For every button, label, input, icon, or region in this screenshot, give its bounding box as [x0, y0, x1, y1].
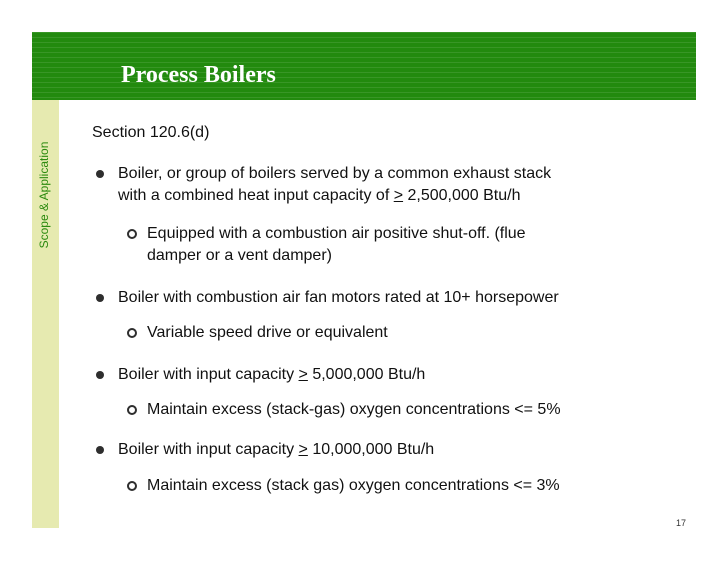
- sub-bullet-icon: [127, 328, 137, 338]
- page-number: 17: [675, 518, 686, 528]
- sub-bullet-icon: [127, 229, 137, 239]
- sub-bullet-line: damper or a vent damper): [147, 247, 332, 264]
- bullet-icon: [96, 294, 104, 302]
- bullet-icon: [96, 371, 104, 379]
- bullet-line: Boiler, or group of boilers served by a common exhaust stack: [118, 165, 552, 182]
- sub-bullet-text: Maintain excess (stack-gas) oxygen concentrations <= 5%: [147, 401, 561, 418]
- bullet-icon: [96, 446, 104, 454]
- bullet-text-prefix: Boiler with input capacity: [118, 366, 299, 383]
- sub-bullet-text: Variable speed drive or equivalent: [147, 324, 388, 341]
- sub-bullet-text: Maintain excess (stack gas) oxygen concentrations <= 3%: [147, 477, 560, 494]
- sub-bullet-text: [147, 223, 526, 267]
- ge-symbol: >: [298, 441, 308, 458]
- bullet-text: [118, 439, 434, 461]
- slide-title: Process Boilers: [121, 62, 276, 88]
- section-heading: Section 120.6(d): [92, 124, 210, 141]
- bullet-text-suffix: 2,500,000 Btu/h: [403, 187, 521, 204]
- bullet-text-suffix: 10,000,000 Btu/h: [307, 441, 435, 458]
- bullet-line: [118, 185, 551, 207]
- bullet-text-prefix: Boiler with input capacity: [118, 441, 299, 458]
- side-label: Scope & Application: [37, 141, 51, 249]
- sub-bullet-line: Equipped with a combustion air positive shut-off. (flue: [147, 225, 526, 242]
- bullet-text: [118, 364, 425, 386]
- ge-symbol: >: [393, 187, 404, 204]
- bullet-icon: [96, 170, 104, 178]
- bullet-text-suffix: 5,000,000 Btu/h: [307, 366, 426, 383]
- sub-bullet-icon: [127, 405, 137, 415]
- bullet-text-prefix: with a combined heat input capacity of: [118, 187, 394, 204]
- bullet-text: Boiler with combustion air fan motors rated at 10+ horsepower: [118, 289, 559, 306]
- sub-bullet-icon: [127, 481, 137, 491]
- bullet-text: [118, 163, 551, 207]
- ge-symbol: >: [298, 366, 308, 383]
